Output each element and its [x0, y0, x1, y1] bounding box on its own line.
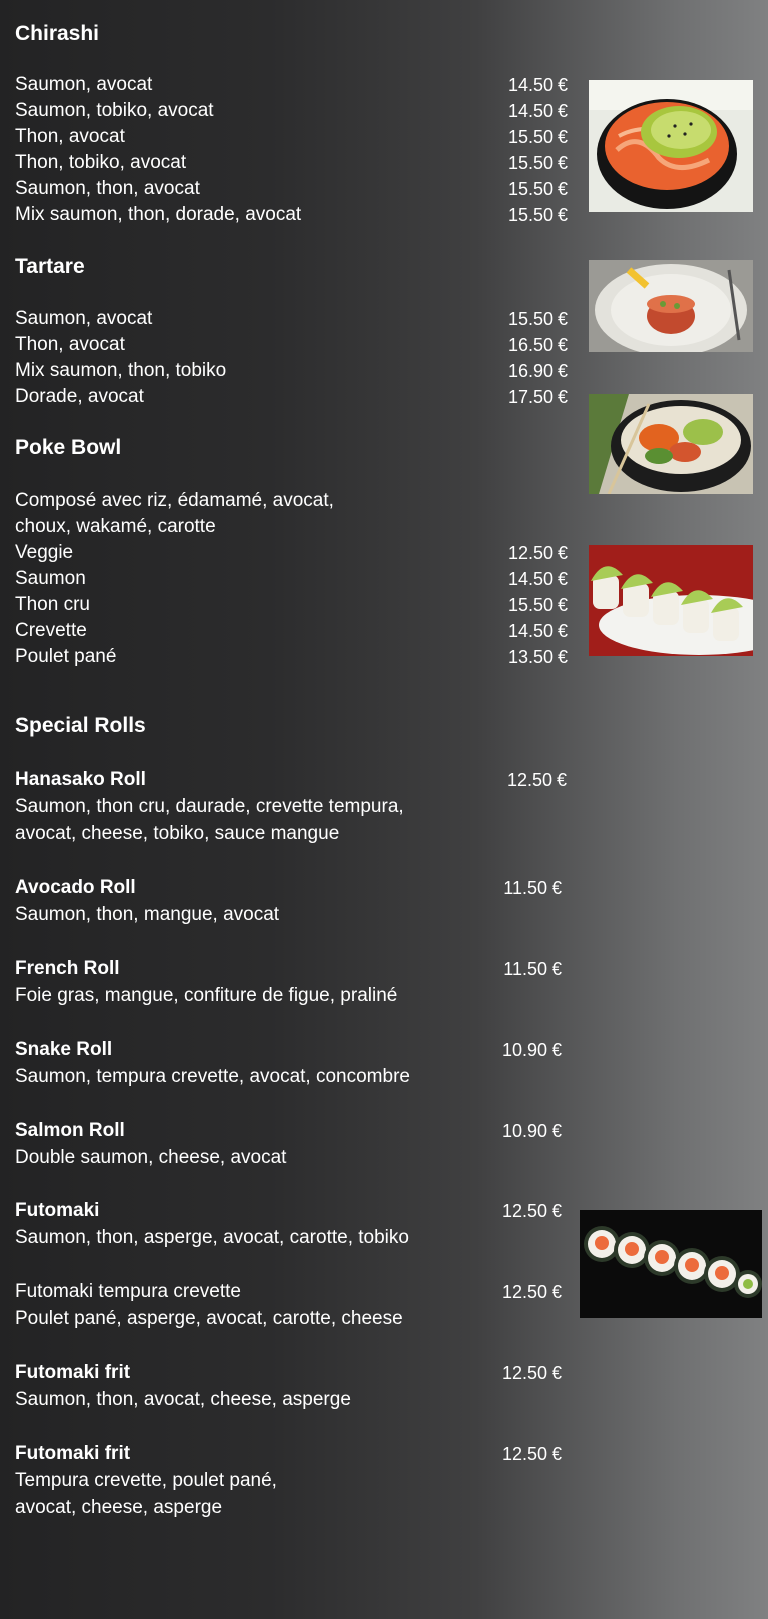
roll-description: Saumon, tempura crevette, avocat, concombre: [15, 1066, 410, 1087]
roll-price: 12.50 €: [501, 1282, 562, 1302]
menu-item-name: Thon, avocat: [15, 126, 125, 147]
menu-item-price: 15.50 €: [507, 179, 568, 199]
menu-item-price: 15.50 €: [507, 153, 568, 173]
menu-item-name: Poulet pané: [15, 646, 117, 667]
menu-item-name: Saumon, avocat: [15, 74, 153, 95]
section-title-special-rolls: Special Rolls: [15, 714, 146, 737]
roll-price: 12.50 €: [501, 1444, 562, 1464]
roll-name: French Roll: [15, 958, 120, 979]
roll-description: avocat, cheese, tobiko, sauce mangue: [15, 823, 340, 844]
roll-price: 11.50 €: [503, 878, 562, 898]
roll-description: Saumon, thon, avocat, cheese, asperge: [15, 1389, 351, 1410]
section-title-tartare: Tartare: [15, 255, 85, 278]
menu-item-price: 16.90 €: [507, 361, 568, 381]
roll-description: Foie gras, mangue, confiture de figue, praliné: [15, 985, 398, 1006]
menu-item-name: Saumon, avocat: [15, 308, 153, 329]
section-title-poke-bowl: Poke Bowl: [15, 436, 122, 459]
roll-description: Saumon, thon cru, daurade, crevette tempura,: [15, 796, 404, 817]
menu-item-price: 14.50 €: [507, 101, 568, 121]
roll-name: Avocado Roll: [15, 877, 136, 898]
roll-price: 11.50 €: [503, 959, 562, 979]
menu-item-name: Thon cru: [15, 594, 90, 615]
menu-item-price: 14.50 €: [507, 621, 568, 641]
poke-description: Composé avec riz, édamamé, avocat,: [15, 490, 334, 511]
section-title-chirashi: Chirashi: [15, 22, 100, 45]
menu-item-name: Dorade, avocat: [15, 386, 144, 407]
menu-item-price: 15.50 €: [507, 595, 568, 615]
roll-name: Futomaki frit: [15, 1362, 131, 1383]
roll-description: avocat, cheese, asperge: [15, 1497, 223, 1518]
menu-item-name: Thon, avocat: [15, 334, 125, 355]
menu-item-price: 15.50 €: [507, 127, 568, 147]
poke-bowl-photo: [589, 394, 753, 494]
menu-item-name: Saumon, thon, avocat: [15, 178, 200, 199]
menu-item-price: 13.50 €: [507, 647, 568, 667]
menu-item-name: Thon, tobiko, avocat: [15, 152, 187, 173]
roll-price: 10.90 €: [501, 1121, 562, 1141]
menu-item-name: Crevette: [15, 620, 87, 641]
roll-description: Double saumon, cheese, avocat: [15, 1147, 287, 1168]
menu-item-price: 15.50 €: [507, 309, 568, 329]
roll-price: 12.50 €: [501, 1363, 562, 1383]
roll-description: Tempura crevette, poulet pané,: [15, 1470, 277, 1491]
avocado-roll-photo: [589, 545, 753, 656]
roll-name: Snake Roll: [15, 1039, 113, 1060]
menu-item-price: 15.50 €: [507, 205, 568, 225]
menu-item-price: 14.50 €: [507, 569, 568, 589]
roll-description: Saumon, thon, mangue, avocat: [15, 904, 280, 925]
menu-item-price: 17.50 €: [507, 387, 568, 407]
roll-name: Hanasako Roll: [15, 769, 146, 790]
menu-item-price: 16.50 €: [507, 335, 568, 355]
roll-name: Futomaki tempura crevette: [15, 1281, 241, 1302]
menu-item-name: Saumon, tobiko, avocat: [15, 100, 214, 121]
menu-item-price: 12.50 €: [507, 543, 568, 563]
roll-price: 12.50 €: [501, 1201, 562, 1221]
tartare-plate-photo: [589, 260, 753, 352]
roll-price: 10.90 €: [501, 1040, 562, 1060]
futomaki-photo: [580, 1210, 762, 1318]
menu-item-price: 14.50 €: [507, 75, 568, 95]
roll-name: Salmon Roll: [15, 1120, 125, 1141]
roll-description: Poulet pané, asperge, avocat, carotte, cheese: [15, 1308, 403, 1329]
roll-description: Saumon, thon, asperge, avocat, carotte, tobiko: [15, 1227, 409, 1248]
menu-item-name: Veggie: [15, 542, 74, 563]
menu-item-name: Mix saumon, thon, dorade, avocat: [15, 204, 302, 225]
menu-item-name: Saumon: [15, 568, 86, 589]
chirashi-bowl-photo: [589, 80, 753, 212]
roll-price: 12.50 €: [506, 770, 567, 790]
menu-item-name: Mix saumon, thon, tobiko: [15, 360, 227, 381]
poke-description: choux, wakamé, carotte: [15, 516, 216, 537]
roll-name: Futomaki: [15, 1200, 100, 1221]
roll-name: Futomaki frit: [15, 1443, 131, 1464]
